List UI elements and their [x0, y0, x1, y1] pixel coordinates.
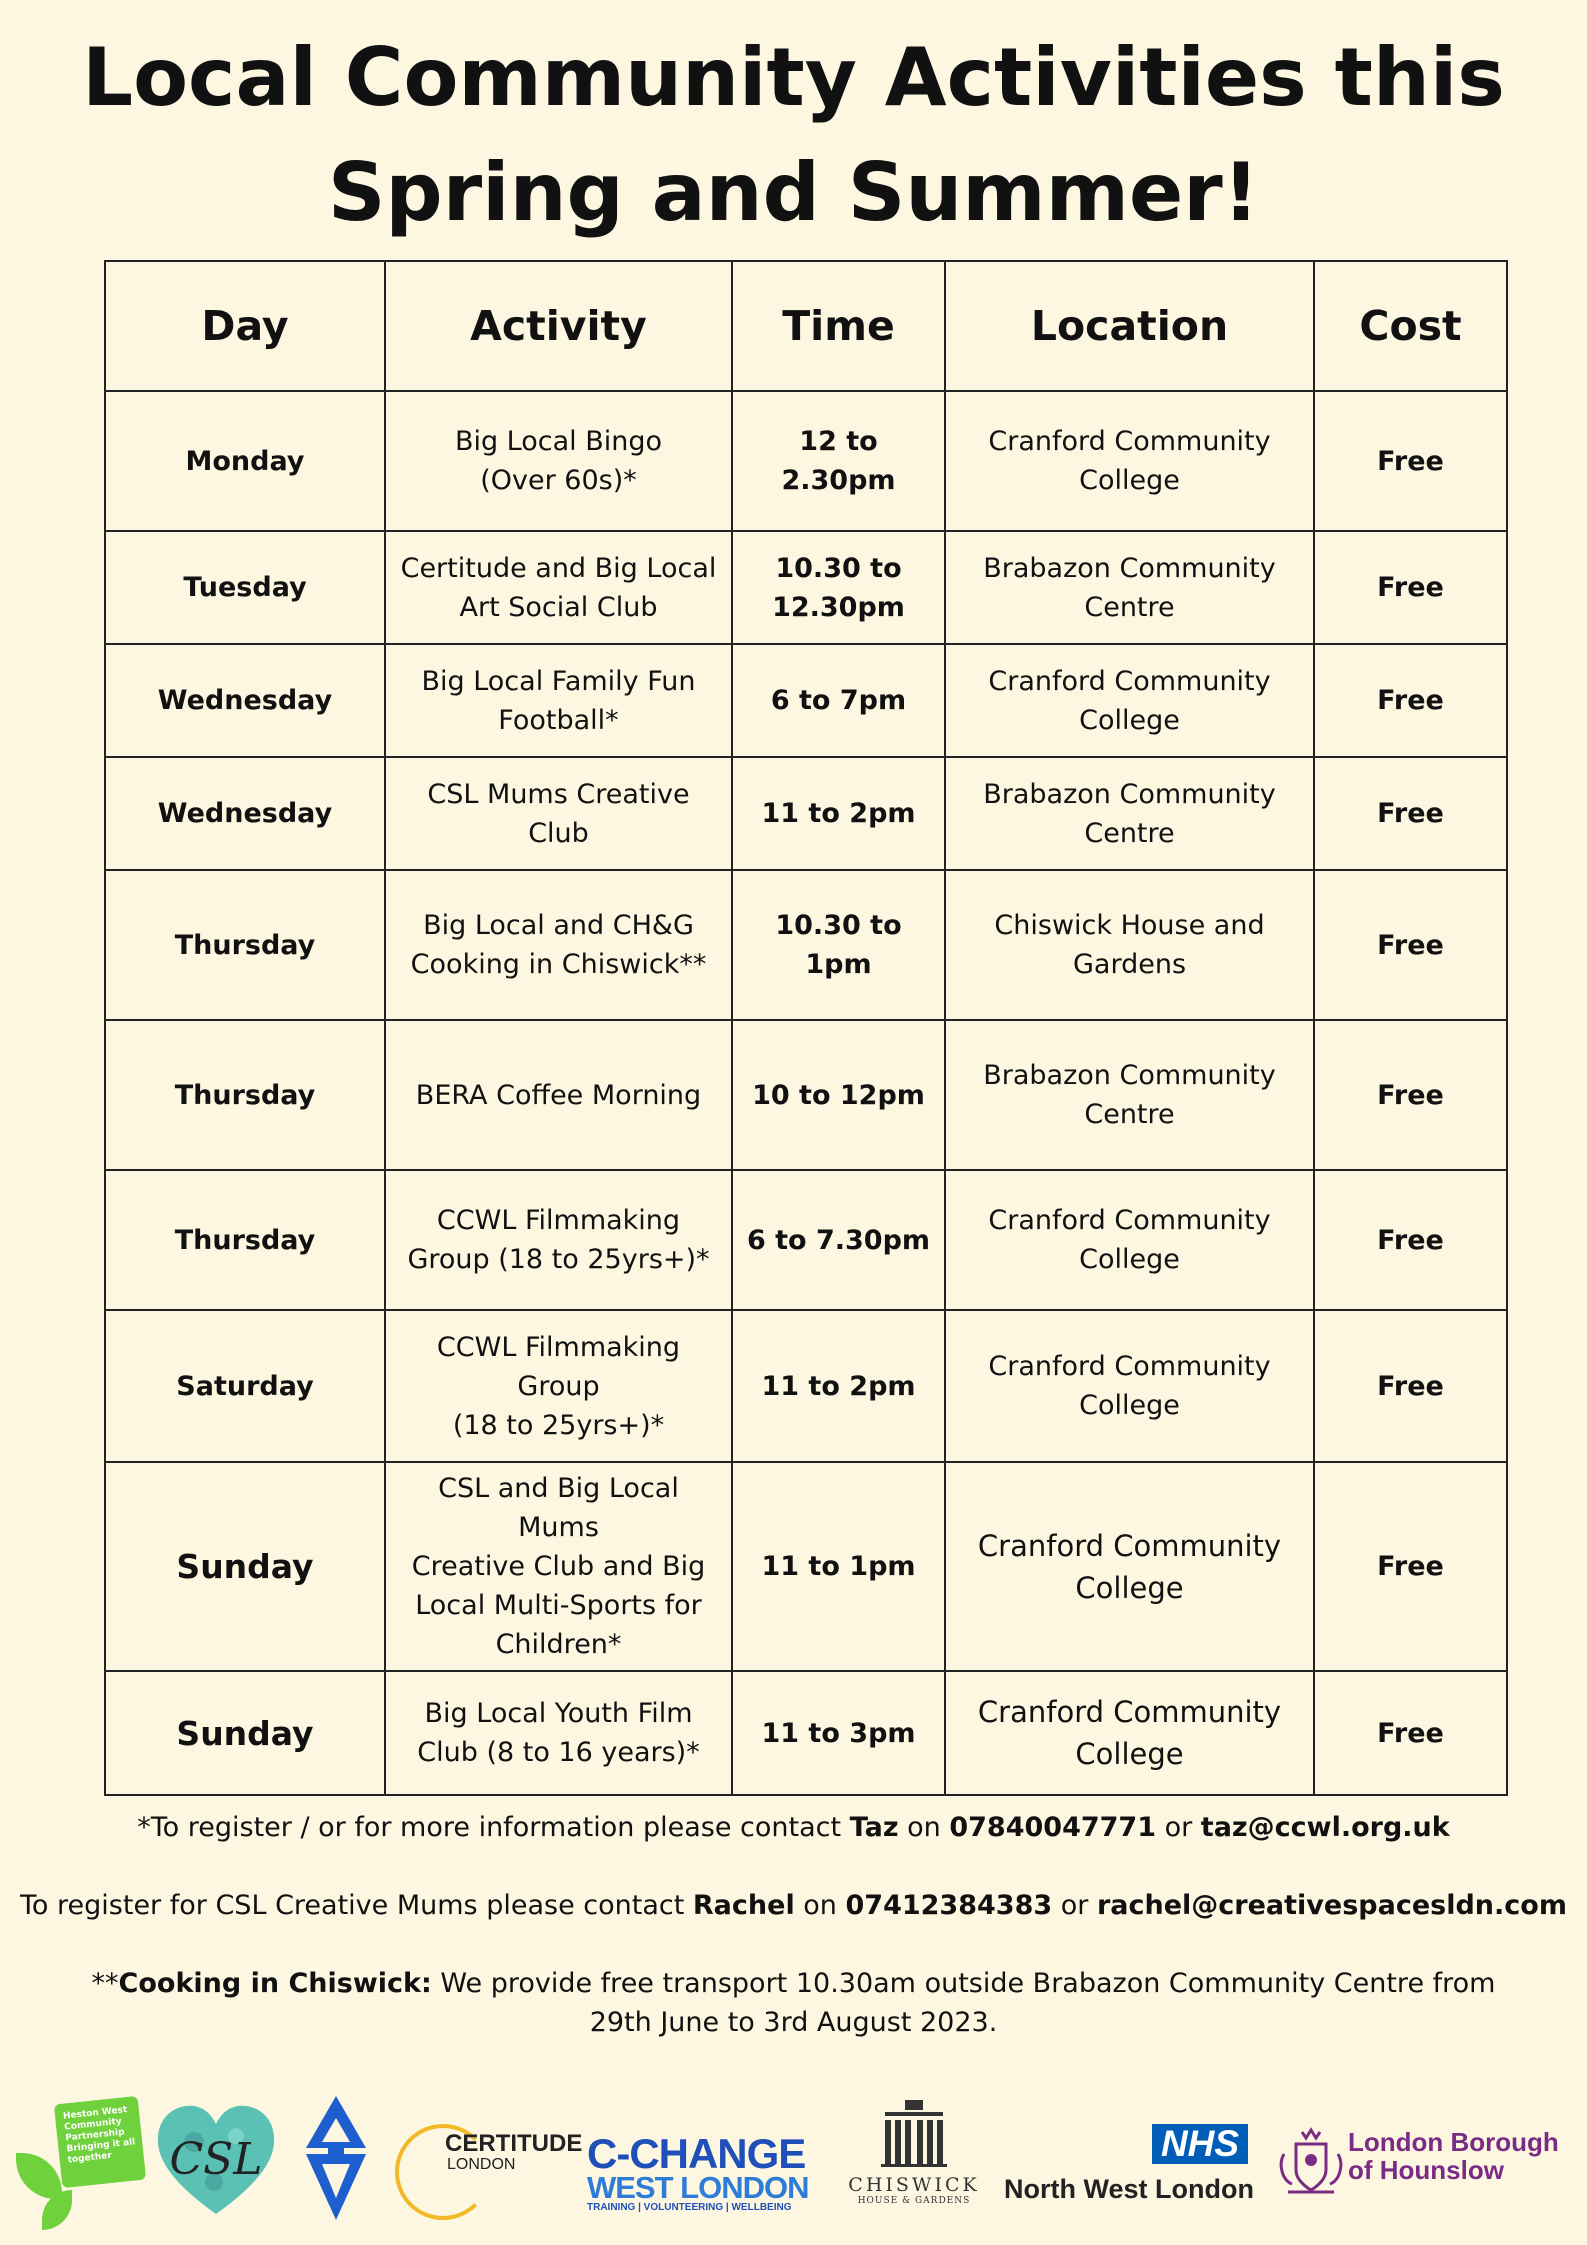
header-cost: Cost: [1314, 261, 1507, 391]
cell-day: Sunday: [105, 1462, 385, 1671]
table-row: [105, 1310, 1507, 1462]
cell-cost: Free: [1314, 1020, 1507, 1170]
heston-west-logo: Heston West Community Partnership Bringing it all together: [14, 2098, 134, 2233]
cell-activity: [385, 1671, 732, 1795]
table-row: [105, 644, 1507, 757]
cell-activity: [385, 1462, 732, 1671]
cell-cost: Free: [1314, 391, 1507, 531]
cell-location-line: College: [1079, 704, 1180, 736]
cell-location-line: Brabazon Community: [983, 1060, 1276, 1091]
cell-cost: Free: [1314, 1462, 1507, 1671]
cell-time-line: 11 to 3pm: [761, 1717, 916, 1749]
cell-time: [732, 391, 945, 531]
cell-activity-line: Group: [517, 1370, 600, 1402]
cell-cost: Free: [1314, 531, 1507, 644]
hounslow-logo: [1276, 2124, 1586, 2204]
cell-activity: [385, 644, 732, 757]
cell-time: [732, 1671, 945, 1795]
cell-activity-line: Football*: [498, 704, 619, 736]
cell-day: Wednesday: [105, 644, 385, 757]
cell-activity: [385, 870, 732, 1020]
note-register-rachel: To register for CSL Creative Mums please contact Rachel on 07412384383 or rachel@creativespacesldn.com: [20, 1890, 1567, 1921]
cell-activity-line: Certitude and Big Local: [400, 552, 717, 584]
table-row: [105, 1671, 1507, 1795]
schedule-table: [104, 260, 1508, 1796]
cell-activity: [385, 757, 732, 870]
cell-day: Wednesday: [105, 757, 385, 870]
c-change-logo: C-CHANGE WEST LONDON TRAINING | VOLUNTEERING | WELLBEING: [587, 2130, 809, 2213]
header-row: [105, 261, 1507, 391]
cell-location: [945, 1020, 1314, 1170]
cell-activity-line: Creative Club and Big: [411, 1551, 706, 1582]
cell-location: [945, 1462, 1314, 1671]
cell-activity-line: CSL and Big Local Mums: [438, 1473, 679, 1543]
cell-activity-line: Cooking in Chiswick**: [410, 949, 707, 980]
cell-time-line: 10 to 12pm: [752, 1079, 925, 1111]
note-cooking-transport: **Cooking in Chiswick: We provide free transport 10.30am outside Brabazon Community Centre from 29th June to 3rd August 2023.: [91, 1968, 1496, 2038]
notes: [0, 1808, 1587, 2081]
cell-location-line: Cranford Community: [988, 1205, 1271, 1236]
cell-day: Monday: [105, 391, 385, 531]
cell-activity-line: Children*: [495, 1629, 622, 1660]
cell-location-line: Gardens: [1072, 949, 1187, 980]
header-location: Location: [945, 261, 1314, 391]
cell-activity-line: Club: [528, 817, 589, 849]
page-title: [0, 20, 1587, 250]
cell-time: [732, 1462, 945, 1671]
cell-activity-line: Art Social Club: [459, 591, 658, 623]
cell-activity-line: BERA Coffee Morning: [415, 1079, 702, 1111]
table-row: [105, 1462, 1507, 1671]
note-register-taz: *To register / or for more information please contact Taz on 07840047771 or taz@ccwl.org.uk: [137, 1812, 1450, 1843]
table-row: [105, 1020, 1507, 1170]
cell-day: Tuesday: [105, 531, 385, 644]
cell-time: [732, 1310, 945, 1462]
cell-activity-line: (18 to 25yrs+)*: [452, 1409, 665, 1441]
cell-activity: [385, 1310, 732, 1462]
cell-time-line: 11 to 1pm: [761, 1551, 916, 1582]
cell-location: [945, 644, 1314, 757]
taz-email[interactable]: taz@ccwl.org.uk: [1200, 1812, 1450, 1843]
cell-activity-line: Big Local Bingo: [454, 426, 663, 457]
cell-time: [732, 531, 945, 644]
cell-location: [945, 757, 1314, 870]
arrow-emblem-logo: [304, 2094, 368, 2222]
cell-location: [945, 870, 1314, 1020]
cell-location-line: College: [1075, 1570, 1184, 1605]
cell-location-line: College: [1079, 1390, 1180, 1421]
cell-time-line: 11 to 2pm: [761, 798, 916, 829]
cell-activity-line: Local Multi-Sports for: [415, 1590, 702, 1621]
cell-time-line: 12.30pm: [772, 591, 905, 623]
cell-time: [732, 757, 945, 870]
cell-time-line: 11 to 2pm: [761, 1370, 916, 1402]
table-row: [105, 1170, 1507, 1310]
cell-cost: Free: [1314, 1170, 1507, 1310]
cell-location-line: Chiswick House and: [994, 910, 1265, 941]
cell-time-line: 10.30 to: [775, 552, 902, 584]
cell-location-line: Brabazon Community: [983, 778, 1276, 810]
cell-activity-line: (Over 60s)*: [480, 465, 637, 496]
hounslow-crest-icon: [1276, 2124, 1346, 2198]
csl-logo: CSL: [154, 2102, 278, 2218]
cell-location: [945, 391, 1314, 531]
cell-day: Thursday: [105, 1020, 385, 1170]
cell-activity-line: Big Local and CH&G: [423, 910, 694, 941]
cell-activity-line: Big Local Youth Film: [424, 1698, 693, 1729]
partner-logos: [0, 2080, 1587, 2230]
cell-location: [945, 531, 1314, 644]
cell-day: Thursday: [105, 1170, 385, 1310]
header-day: Day: [105, 261, 385, 391]
cell-time: [732, 870, 945, 1020]
cell-time: [732, 1170, 945, 1310]
title-line-1: Local Community Activities this: [82, 31, 1505, 124]
cell-location-line: College: [1075, 1737, 1184, 1771]
cell-location: [945, 1671, 1314, 1795]
certitude-logo: CERTITUDE LONDON: [395, 2124, 585, 2220]
cell-day: Saturday: [105, 1310, 385, 1462]
cell-cost: Free: [1314, 870, 1507, 1020]
cell-location-line: Cranford Community: [977, 1695, 1282, 1729]
chiswick-house-logo: CHISWICK HOUSE & GARDENS: [844, 2098, 984, 2228]
table-row: [105, 870, 1507, 1020]
cell-time-line: 10.30 to 1pm: [775, 910, 902, 980]
cell-location-line: Cranford Community: [988, 1351, 1271, 1382]
cell-time: [732, 644, 945, 757]
cell-location-line: College: [1079, 465, 1180, 496]
cell-day: Thursday: [105, 870, 385, 1020]
cell-cost: Free: [1314, 644, 1507, 757]
cell-cost: Free: [1314, 757, 1507, 870]
table-row: [105, 391, 1507, 531]
cell-activity: [385, 391, 732, 531]
cell-time-line: 6 to 7pm: [770, 685, 907, 716]
chiswick-building-icon: [879, 2098, 949, 2168]
table-row: [105, 531, 1507, 644]
rachel-email[interactable]: rachel@creativespacesldn.com: [1096, 1890, 1567, 1921]
cell-activity-line: CCWL Filmmaking: [436, 1331, 681, 1363]
cell-activity: [385, 1020, 732, 1170]
cell-cost: Free: [1314, 1310, 1507, 1462]
cell-location: [945, 1310, 1314, 1462]
hounslow-label: London Borough of Hounslow: [1348, 2127, 1559, 2185]
cell-time-line: 12 to 2.30pm: [781, 426, 896, 496]
cell-day: Sunday: [105, 1671, 385, 1795]
cell-activity: [385, 1170, 732, 1310]
cell-activity-line: CSL Mums Creative: [427, 778, 690, 810]
cell-location-line: Cranford Community: [988, 665, 1271, 697]
cell-location-line: Centre: [1084, 1099, 1175, 1130]
header-activity: Activity: [385, 261, 732, 391]
cell-activity-line: Club (8 to 16 years)*: [417, 1737, 700, 1768]
cell-location-line: Centre: [1084, 591, 1175, 623]
cell-location-line: Cranford Community: [988, 426, 1271, 457]
title-line-2: Spring and Summer!: [327, 146, 1260, 239]
cell-location-line: Centre: [1084, 817, 1175, 849]
cell-location-line: Brabazon Community: [983, 552, 1276, 584]
cell-activity-line: Group (18 to 25yrs+)*: [407, 1244, 710, 1275]
cell-location: [945, 1170, 1314, 1310]
cell-activity-line: CCWL Filmmaking: [436, 1205, 681, 1236]
cell-cost: Free: [1314, 1671, 1507, 1795]
cell-activity: [385, 531, 732, 644]
cell-location-line: College: [1079, 1244, 1180, 1275]
cell-location-line: Cranford Community: [977, 1528, 1282, 1563]
table-row: [105, 757, 1507, 870]
header-time: Time: [732, 261, 945, 391]
cell-time: [732, 1020, 945, 1170]
nhs-logo: NHS North West London: [1004, 2123, 1254, 2204]
cell-time-line: 6 to 7.30pm: [746, 1224, 931, 1256]
cell-activity-line: Big Local Family Fun: [421, 665, 696, 697]
